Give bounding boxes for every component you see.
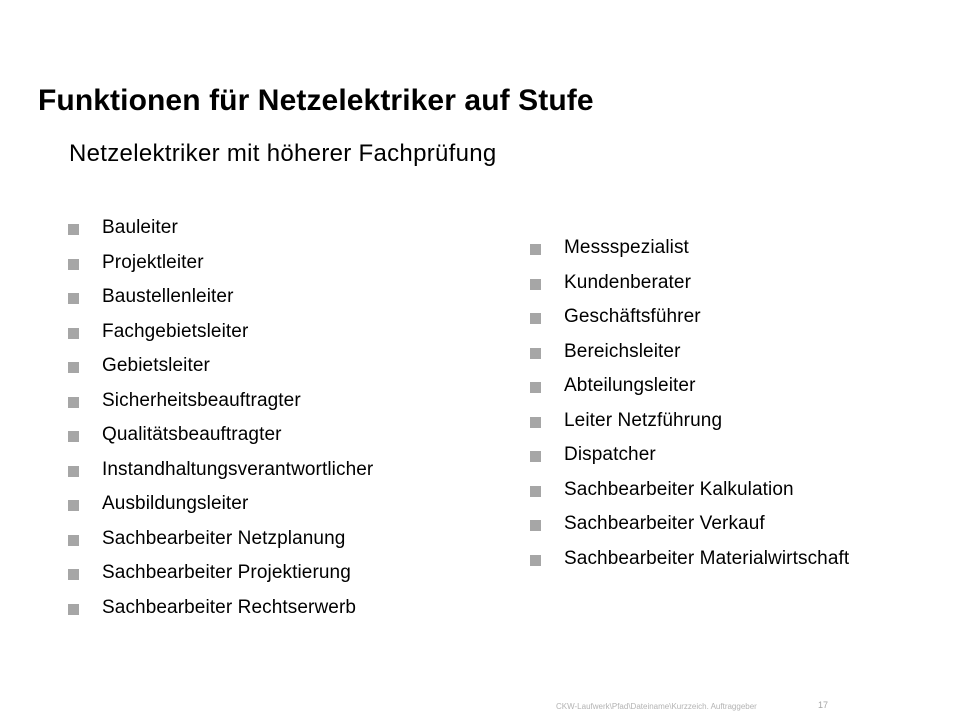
list-item-label: Leiter Netzführung bbox=[564, 409, 723, 431]
square-bullet-icon bbox=[530, 486, 541, 497]
footer-path: CKW-Laufwerk\Pfad\Dateiname\Kurzzeich. Auftraggeber bbox=[556, 702, 757, 711]
page-number: 17 bbox=[818, 700, 829, 710]
square-bullet-icon bbox=[530, 313, 541, 324]
square-bullet-icon bbox=[68, 535, 79, 546]
square-bullet-icon bbox=[530, 348, 541, 359]
square-bullet-icon bbox=[68, 293, 79, 304]
square-bullet-icon bbox=[530, 244, 541, 255]
square-bullet-icon bbox=[68, 431, 79, 442]
square-bullet-icon bbox=[68, 569, 79, 580]
square-bullet-icon bbox=[530, 382, 541, 393]
list-item-label: Kundenberater bbox=[564, 271, 692, 293]
list-item-label: Baustellenleiter bbox=[102, 286, 234, 307]
list-item-label: Dispatcher bbox=[564, 444, 656, 465]
list-item-label: Geschäftsführer bbox=[564, 306, 701, 327]
slide-title: Funktionen für Netzelektriker auf Stufe bbox=[38, 84, 594, 117]
square-bullet-icon bbox=[530, 279, 541, 290]
list-item-label: Projektleiter bbox=[102, 251, 204, 273]
square-bullet-icon bbox=[68, 500, 79, 511]
square-bullet-icon bbox=[68, 259, 79, 270]
list-item-label: Bereichsleiter bbox=[564, 340, 681, 362]
list-item-label: Fachgebietsleiter bbox=[102, 320, 249, 342]
list-item-label: Gebietsleiter bbox=[102, 355, 210, 376]
list-item-label: Sachbearbeiter Projektierung bbox=[102, 562, 351, 583]
square-bullet-icon bbox=[68, 362, 79, 373]
square-bullet-icon bbox=[530, 451, 541, 462]
list-item-label: Sicherheitsbeauftragter bbox=[102, 389, 301, 411]
list-item-label: Sachbearbeiter Materialwirtschaft bbox=[564, 547, 850, 569]
square-bullet-icon bbox=[68, 397, 79, 408]
list-item-label: Sachbearbeiter Netzplanung bbox=[102, 527, 346, 549]
square-bullet-icon bbox=[530, 555, 541, 566]
list-item-label: Messspezialist bbox=[564, 237, 689, 258]
list-item-label: Bauleiter bbox=[102, 217, 178, 238]
slide-subtitle: Netzelektriker mit höherer Fachprüfung bbox=[69, 140, 497, 167]
list-item-label: Qualitätsbeauftragter bbox=[102, 424, 282, 445]
list-item-label: Abteilungsleiter bbox=[564, 375, 696, 396]
square-bullet-icon bbox=[68, 604, 79, 615]
list-item-label: Sachbearbeiter Kalkulation bbox=[564, 478, 794, 500]
square-bullet-icon bbox=[530, 520, 541, 531]
list-item-label: Ausbildungsleiter bbox=[102, 493, 249, 514]
list-item-label: Instandhaltungsverantwortlicher bbox=[102, 458, 374, 480]
square-bullet-icon bbox=[68, 224, 79, 235]
square-bullet-icon bbox=[68, 328, 79, 339]
list-item-label: Sachbearbeiter Verkauf bbox=[564, 513, 765, 534]
square-bullet-icon bbox=[530, 417, 541, 428]
list-item-label: Sachbearbeiter Rechtserwerb bbox=[102, 596, 357, 618]
square-bullet-icon bbox=[68, 466, 79, 477]
